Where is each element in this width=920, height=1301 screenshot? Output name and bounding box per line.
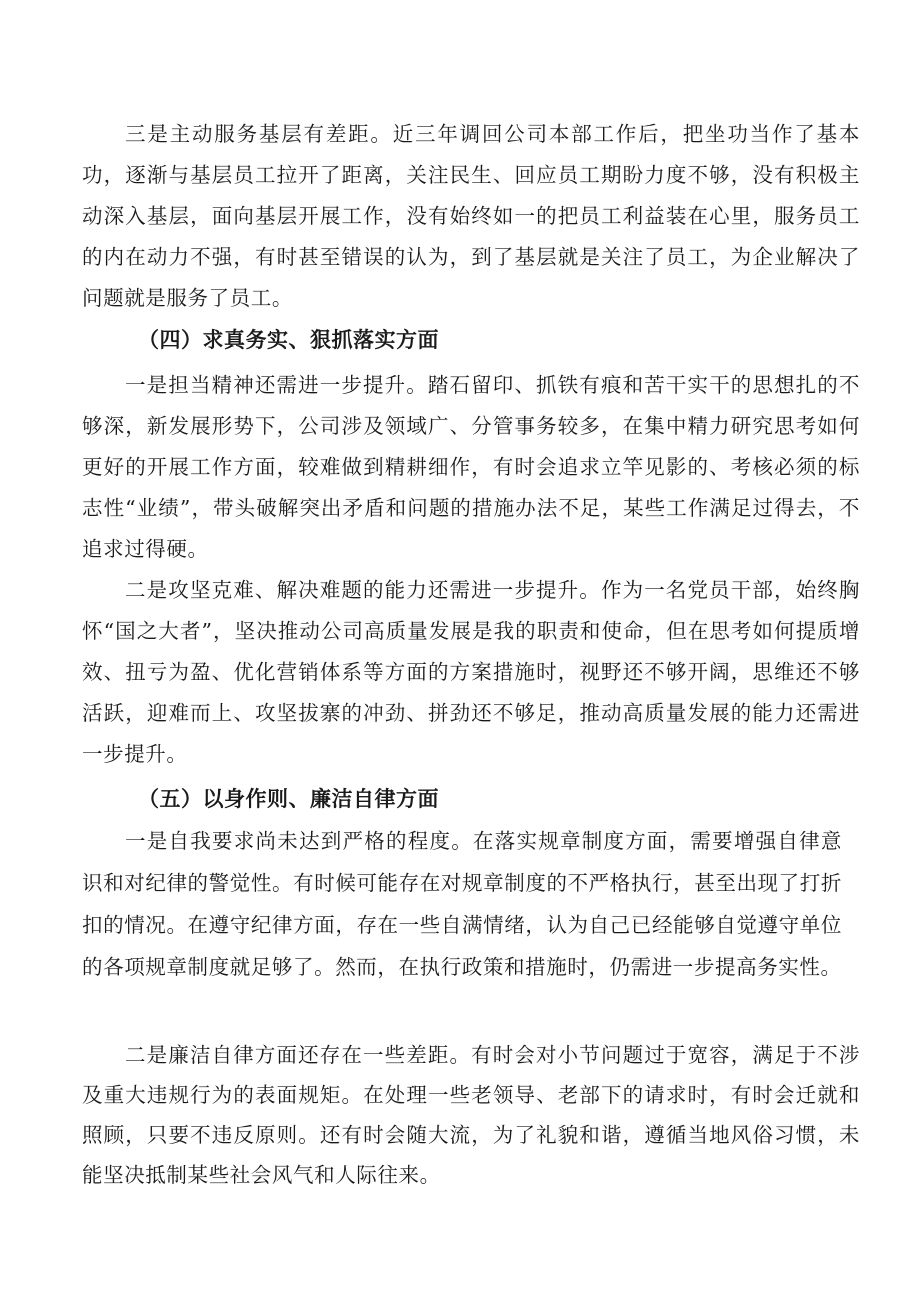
paragraph-integrity: 二是廉洁自律方面还存在一些差距。有时会对小节问题过于宽容，满足于不涉及重大违规行为的表面规矩。在处理一些老领导、老部下的请求时，有时会迁就和照顾，只要不违反原则。还有时会随大流，为了礼貌和谐，遵循当地风俗习惯，未能坚决抵制某些社会风气和人际往来。 (82, 1043, 860, 1187)
paragraph-problem-solving: 二是攻坚克难、解决难题的能力还需进一步提升。作为一名党员干部，始终胸怀“国之大者”，坚决推动公司高质量发展是我的职责和使命，但在思考如何提质增效、扭亏为盈、优化营销体系等方面的方案措施时，视野还不够开阔，思维还不够活跃，迎难而上、攻坚拔寨的冲劲、拼劲还不够足，推动高质量发展的能力还需进一步提升。 (82, 578, 860, 766)
paragraph-grassroots-service: 三是主动服务基层有差距。近三年调回公司本部工作后，把坐功当作了基本功，逐渐与基层员工拉开了距离，关注民生、回应员工期盼力度不够，没有积极主动深入基层，面向基层开展工作，没有始终如一的把员工利益装在心里，服务员工的内在动力不强，有时甚至错误的认为，到了基层就是关注了员工，为企业解决了问题就是服务了员工。 (82, 122, 860, 310)
section-heading-four: （四）求真务实、狠抓落实方面 (138, 328, 439, 352)
paragraph-responsibility-spirit: 一是担当精神还需进一步提升。踏石留印、抓铁有痕和苦干实干的思想扎的不够深，新发展形势下，公司涉及领域广、分管事务较多，在集中精力研究思考如何更好的开展工作方面，较难做到精耕细作，有时会追求立竿见影的、考核必须的标志性“业绩”，带头破解突出矛盾和问题的措施办法不足，某些工作满足过得去，不追求过得硬。 (82, 373, 860, 561)
section-heading-five: （五）以身作则、廉洁自律方面 (138, 787, 439, 811)
paragraph-self-discipline: 一是自我要求尚未达到严格的程度。在落实规章制度方面，需要增强自律意识和对纪律的警觉性。有时候可能存在对规章制度的不严格执行，甚至出现了打折扣的情况。在遵守纪律方面，存在一些自满情绪，认为自己已经能够自觉遵守单位的各项规章制度就足够了。然而，在执行政策和措施时，仍需进一步提高务实性。 (82, 829, 842, 979)
